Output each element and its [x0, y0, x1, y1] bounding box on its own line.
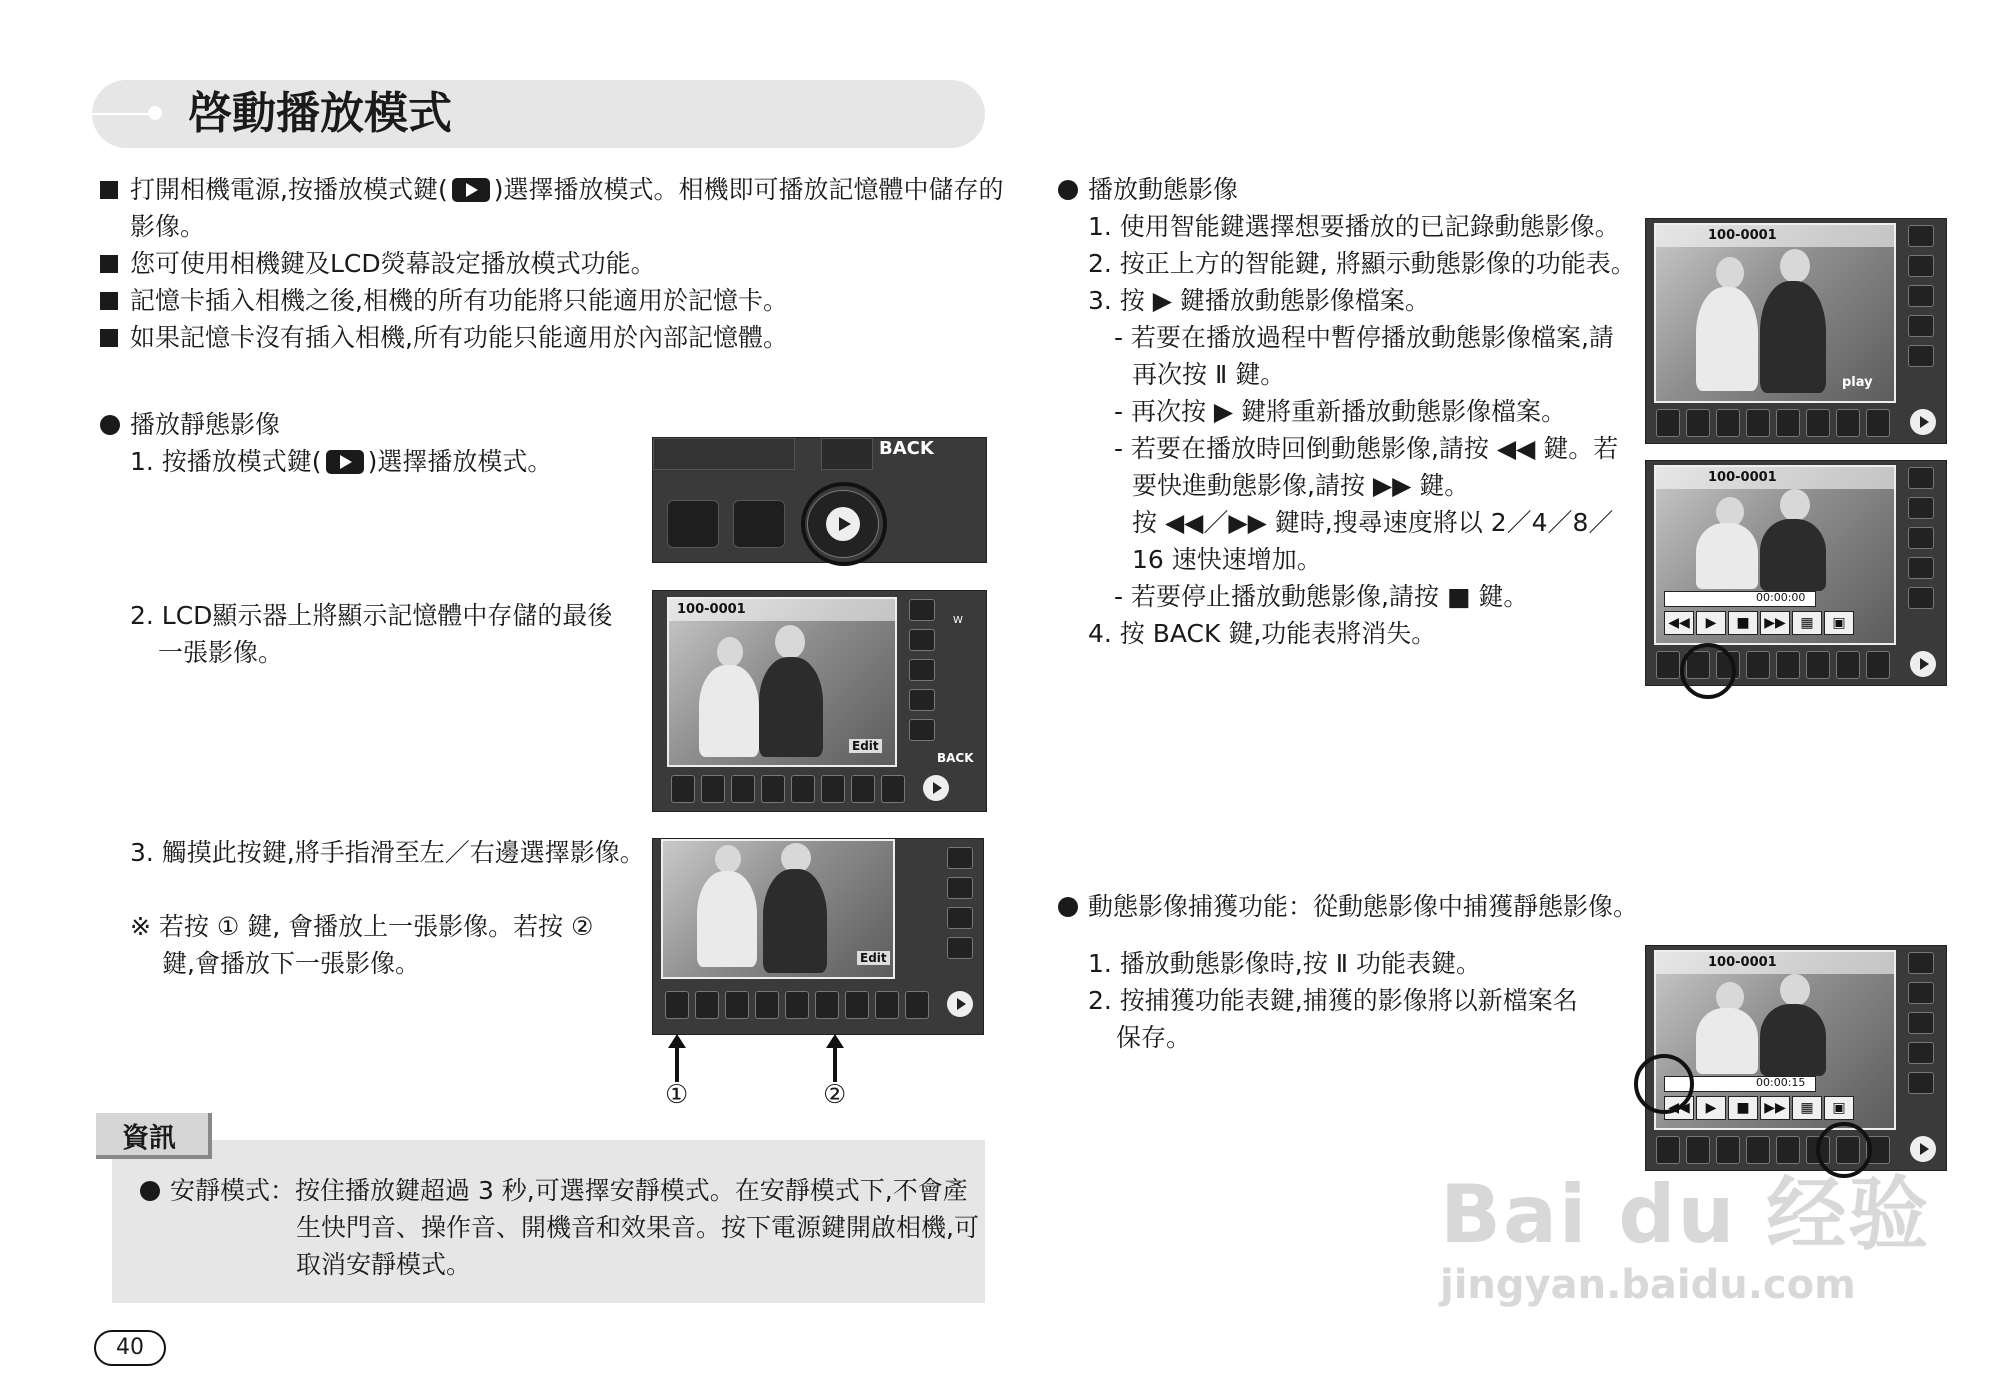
round-bullet-icon: [100, 415, 120, 435]
title-dot: [148, 106, 162, 120]
capture-button[interactable]: ▦: [1792, 1096, 1822, 1120]
capture-heading: 動態影像捕獲功能：從動態影像中捕獲靜態影像。: [1058, 888, 1638, 925]
callout-1: ①: [665, 1080, 689, 1110]
back-label: BACK: [937, 751, 974, 765]
movie-detail-3a: - 若要在播放時回倒動態影像,請按 ◀◀ 鍵。若: [1114, 434, 1619, 463]
watermark-url: jingyan.baidu.com: [1440, 1262, 1856, 1308]
watermark-logo: Bai du 经验: [1440, 1168, 1931, 1261]
intro-line-4: 如果記憶卡沒有插入相機,所有功能只能適用於內部記憶體。: [100, 319, 788, 356]
movie-step-1: 1. 使用智能鍵選擇想要播放的已記錄動態影像。: [1088, 212, 1620, 241]
camera-movie-image: [1645, 218, 1947, 444]
page-number: 40: [94, 1330, 166, 1366]
rewind-button[interactable]: ◀◀: [1664, 611, 1694, 635]
pause-button[interactable]: ▶: [1696, 1096, 1726, 1120]
file-number: 100-0001: [1708, 470, 1777, 485]
movie-step-4: 4. 按 BACK 鍵,功能表將消失。: [1088, 619, 1437, 648]
arrow-up-icon: [826, 1034, 844, 1048]
intro-line-1b: 影像。: [130, 212, 206, 241]
still-step-2a: 2. LCD顯示器上將顯示記憶體中存儲的最後: [130, 601, 613, 630]
highlight-circle: [1680, 643, 1736, 699]
square-bullet-icon: [100, 255, 118, 273]
lcd-screen: [1654, 223, 1896, 403]
movie-detail-4: - 若要停止播放動態影像,請按 ■ 鍵。: [1114, 582, 1529, 611]
callout-2: ②: [823, 1080, 847, 1110]
movie-controls: [1664, 611, 1854, 635]
intro-line-1: 打開相機電源,按播放模式鍵( )選擇播放模式。相機即可播放記憶體中儲存的: [100, 171, 1003, 208]
intro-line-3: 記憶卡插入相機之後,相機的所有功能將只能適用於記憶卡。: [100, 282, 788, 319]
capture-button[interactable]: ▦: [1792, 611, 1822, 635]
file-number: 100-0001: [1708, 955, 1777, 970]
play-key-icon: [326, 450, 364, 474]
rewind-button[interactable]: ◀◀: [1664, 1096, 1694, 1120]
camera-movie-controls-image: [1645, 460, 1947, 686]
capture-step-1: 1. 播放動態影像時,按 Ⅱ 功能表鍵。: [1088, 949, 1481, 978]
still-note-a: ※ 若按 ① 鍵, 會播放上一張影像。若按 ②: [130, 912, 594, 941]
highlight-circle: [801, 482, 887, 566]
intro-line-2: 您可使用相機鍵及LCD熒幕設定播放模式功能。: [100, 245, 656, 282]
back-label: BACK: [879, 438, 934, 459]
arrow-up-icon: [668, 1034, 686, 1048]
camera-lcd-image: [652, 590, 987, 812]
arrow-up-left: [675, 1046, 679, 1082]
stop-button[interactable]: ■: [1728, 1096, 1758, 1120]
square-bullet-icon: [100, 329, 118, 347]
menu-button[interactable]: ▣: [1824, 611, 1854, 635]
capture-step-2b: 保存。: [1116, 1023, 1192, 1052]
movie-heading: 播放動態影像: [1058, 171, 1238, 208]
camera-swipe-image: [652, 838, 984, 1035]
pause-button[interactable]: ▶: [1696, 611, 1726, 635]
play-key[interactable]: [923, 775, 949, 801]
lcd-screen: [661, 839, 895, 979]
lcd-screen: [1654, 465, 1896, 645]
movie-detail-3c: 按 ◀◀／▶▶ 鍵時,搜尋速度將以 2／4／8／: [1132, 508, 1614, 537]
zoom-w-label: W: [953, 615, 963, 626]
still-heading: 播放靜態影像: [100, 406, 280, 443]
lcd-screen: [1654, 950, 1896, 1130]
play-key[interactable]: [947, 991, 973, 1017]
time-label: 00:00:00: [1756, 591, 1806, 604]
square-bullet-icon: [100, 292, 118, 310]
play-key-icon: [452, 178, 490, 202]
movie-step-3: 3. 按 ▶ 鍵播放動態影像檔案。: [1088, 286, 1430, 315]
movie-step-2: 2. 按正上方的智能鍵, 將顯示動態影像的功能表。: [1088, 249, 1636, 278]
round-bullet-icon: [140, 1181, 160, 1201]
menu-button[interactable]: ▣: [1824, 1096, 1854, 1120]
play-label: play: [1842, 375, 1873, 390]
stop-button[interactable]: ■: [1728, 611, 1758, 635]
play-key[interactable]: [1910, 651, 1936, 677]
round-bullet-icon: [1058, 897, 1078, 917]
edit-label: Edit: [857, 951, 890, 965]
info-tab: 資訊: [96, 1113, 212, 1159]
title-line: [92, 113, 152, 115]
round-bullet-icon: [1058, 180, 1078, 200]
movie-detail-2: - 再次按 ▶ 鍵將重新播放動態影像檔案。: [1114, 397, 1567, 426]
file-number: 100-0001: [1708, 228, 1777, 243]
movie-detail-1b: 再次按 Ⅱ 鍵。: [1132, 360, 1286, 389]
arrow-up-right: [833, 1046, 837, 1082]
info-line-3: 取消安靜模式。: [296, 1250, 472, 1279]
camera-play-button-image: [652, 437, 987, 563]
info-line-1: 安靜模式：按住播放鍵超過 3 秒,可選擇安靜模式。在安靜模式下,不會產: [140, 1172, 968, 1209]
fast-forward-button[interactable]: ▶▶: [1760, 611, 1790, 635]
movie-detail-1a: - 若要在播放過程中暫停播放動態影像檔案,請: [1114, 323, 1614, 352]
highlight-circle: [1634, 1054, 1694, 1114]
time-label: 00:00:15: [1756, 1076, 1806, 1089]
lcd-screen: [667, 597, 897, 767]
movie-controls: [1664, 1096, 1854, 1120]
capture-step-2a: 2. 按捕獲功能表鍵,捕獲的影像將以新檔案名: [1088, 986, 1578, 1015]
edit-label: Edit: [849, 739, 882, 753]
still-step-3: 3. 觸摸此按鍵,將手指滑至左／右邊選擇影像。: [130, 838, 645, 867]
still-step-1: 1. 按播放模式鍵( )選擇播放模式。: [130, 447, 553, 476]
page-title: 啓動播放模式: [188, 88, 452, 139]
camera-capture-image: [1645, 945, 1947, 1171]
movie-detail-3b: 要快進動態影像,請按 ▶▶ 鍵。: [1132, 471, 1470, 500]
still-step-2b: 一張影像。: [158, 638, 284, 667]
square-bullet-icon: [100, 181, 118, 199]
fast-forward-button[interactable]: ▶▶: [1760, 1096, 1790, 1120]
play-key[interactable]: [1910, 409, 1936, 435]
still-note-b: 鍵,會播放下一張影像。: [162, 949, 420, 978]
info-line-2: 生快門音、操作音、開機音和效果音。按下電源鍵開啟相機,可: [296, 1213, 979, 1242]
movie-detail-3d: 16 速快速增加。: [1132, 545, 1322, 574]
file-number: 100-0001: [677, 602, 746, 617]
